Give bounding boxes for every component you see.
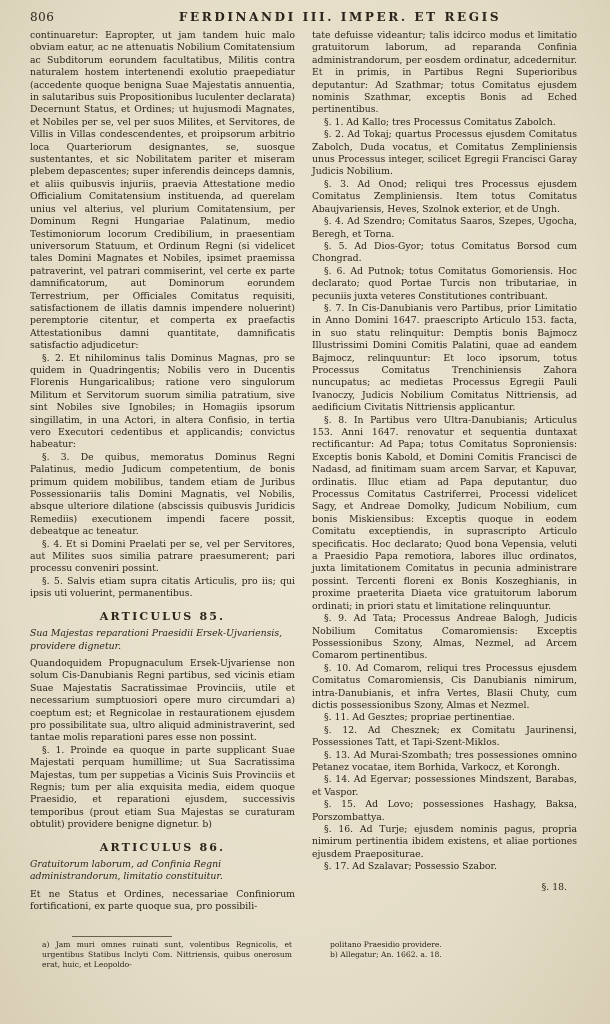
paragraph: §. 13. Ad Murai-Szombath; tres possessiones omnino Petanez vocatae, item Borhida, Varkocz, et Korongh. [312, 749, 577, 773]
article-85-heading: ARTICULUS 85. [99, 609, 226, 623]
paragraph: §. 16. Ad Turje; ejusdem nominis pagus, propria nimirum pertinentia ibidem existens, et aliae portiones ejusdem Praepositurae. [312, 824, 577, 860]
paragraph: §. 5. Salvis etiam supra citatis Articulis, pro iis; qui ipsis uti voluerint, permanentibus. [30, 575, 295, 600]
footnote-a: a) Jam muri omnes ruinati sunt, volentibus Regnicolis, et urgentibus Statibus Inclyti Com. Nittriensis, quibus onerosum erat, huic, et Leopoldo- [42, 940, 292, 969]
paragraph: §. 4. Et si Domini Praelati per se, vel per Servitores, aut Milites suos similia patrare praesumerent; pari processu conveniri possint. [30, 538, 295, 575]
paragraph: §. 2. Ad Tokaj; quartus Processus ejusdem Comitatus Zabolch, Duda vocatus, et Comitatus Zempliniensis unus Processus integer, scilicet Egregii Francisci Garay Judicis Nobilium. [312, 129, 577, 178]
right-column [312, 30, 577, 894]
article-86-summary: Gratuitorum laborum, ad Confinia Regni administrandorum, limitatio constituitur. [30, 859, 223, 883]
paragraph: §. 5. Ad Dios-Gyor; totus Comitatus Borsod cum Chongrad. [312, 240, 577, 265]
paragraph: Et ne Status et Ordines, necessariae Confiniorum fortificationi, ex parte quoque sua, pro possibili- [30, 888, 295, 913]
paragraph: tate defuisse videantur; talis idcirco modus et limitatio gratuitorum laborum, ad reparanda Confinia administrandorum, per eosdem ordinatur, adcedernitur. Et in primis, in Partibus Regni Superioribus deputantur: Ad Szathmar; totus Comitatus ejusdem nominis Szathmar, exceptis Bonis ad Eched pertinentibus. [312, 30, 577, 116]
footnotes-right [330, 940, 560, 960]
paragraph: §. 3. Ad Onod; reliqui tres Processus ejusdem Comitatus Zempliniensis. Item totus Comitatus Abaujvariensis, Heves, Szolnok exterior, et de Ungh. [312, 178, 577, 215]
article-86-heading: ARTICULUS 86. [99, 840, 226, 854]
footnote-divider [72, 936, 172, 937]
left-column [30, 30, 295, 914]
paragraph: Quandoquidem Propugnaculum Ersek-Ujvariense non solum Cis-Danubianis Regni partibus, sed vicinis etiam Suae Majestatis Sacratissimae Provinciis, utile et necessarium sumptuosiori opere muro circumdari a) coeptum est; et Regnicolae in restaurationem ejusdem pro possibilitate sua, ultro aliquid administraverint, sed tantae molis reparationi pares esse non possint. [30, 657, 295, 744]
paragraph: §. 12. Ad Chesznek; ex Comitatu Jaurinensi, Possessiones Tatt, et Tapi-Szent-Miklos. [312, 724, 577, 749]
catchword: §. 18. [541, 881, 567, 893]
paragraph: §. 17. Ad Szalavar; Possessio Szabor. [324, 861, 497, 873]
footnotes-left [42, 940, 292, 970]
paragraph: §. 10. Ad Comarom, reliqui tres Processus ejusdem Comitatus Comaromiensis, Cis Danubianis nimirum, intra-Danubianis, et infra Vertes, Blasii Chuty, cum dictis possessionibus Szony, Almas et Nezmel. [312, 662, 577, 711]
article-85-summary: Sua Majestas reparationi Praesidii Ersek-Ujvariensis, providere dignetur. [30, 628, 283, 652]
paragraph: §. 1. Ad Kallo; tres Processus Comitatus Zabolch. [324, 116, 556, 128]
paragraph: §. 15. Ad Lovo; possessiones Hashagy, Baksa, Porszombattya. [312, 799, 577, 823]
paragraph: §. 14. Ad Egervar; possessiones Mindszent, Barabas, et Vaspor. [312, 774, 577, 798]
running-title: FERDINANDI III. IMPER. ET REGIS [178, 10, 502, 24]
page-number: 806 [30, 10, 55, 24]
paragraph: §. 6. Ad Putnok; totus Comitatus Gomoriensis. Hoc declarato; quod Portae Turcis non tributariae, in pecuniis juxta veteres Constitutiones contribuant. [312, 265, 577, 302]
paragraph: §. 8. In Partibus vero Ultra-Danubianis; Articulus 153. Anni 1647. renovatur et sequentia duntaxat rectificantur: Ad Papa; totus Comitatus Soproniensis: Exceptis bonis Kabold, et Domini Comitis Francisci de Nadasd, ad finitimam suam arcem Sarvar, et Kapuvar, ordinatis. Illuc etiam ad Papa deputantur, duo Processus Comitatus Castriferrei, Processi videlicet Sagy, et Andreae Domolky, Judicum Nobilium, cum bonis Miskiensibus: Exceptis quoque in eodem Comitatu exceptiendis, in suprascripto Articulo specificatis. Hoc declarato; Quod bona Vepensia, veluti a Praesidio Papa remotiora, labores illuc ordinatos, juxta limitationem Comitatus in pecunia administrare possint. Tercenti floreni ex Bonis Koszeghianis, in proxime praeterita Diaeta vice gratuitorum laborum ordinati; in priori statu et limitatione relinquuntur. [312, 414, 577, 612]
page-header [30, 10, 580, 26]
paragraph: §. 11. Ad Gesztes; propriae pertinentiae. [324, 712, 515, 724]
footnote-a-continued: politano Praesidio providere. [330, 940, 442, 949]
paragraph: §. 3. De quibus, memoratus Dominus Regni Palatinus, medio Judicum competentium, de bonis primum quidem mobilibus, tandem etiam de Juribus Possessionariis talis Domini Magnatis, vel Nobilis, absque ulteriore dilatione (abscissis quibusvis Juridicis Remediis) executionem impendi facere possit, debeatque ac teneatur. [30, 451, 295, 538]
paragraph: §. 9. Ad Tata; Processus Andreae Balogh, Judicis Nobilium Comitatus Comaromiensis: Exceptis Possessionibus Szony, Almas, Nezmel, ad Arcem Comarom pertinentibus. [312, 613, 577, 662]
paragraph: §. 1. Proinde ea quoque in parte supplicant Suae Majestati perquam humillime; ut Sua Sacratissima Majestas, tum per suppetias a Vicinis Suis Provinciis et Regnis; tum per alia exquisita media, eidem quoque Praesidio, et reparationi ejusdem, successivis temporibus (prout etiam Sua Majestas se curaturam obtulit) providere benigne dignetur. b) [30, 744, 295, 831]
paragraph: §. 7. In Cis-Danubianis vero Partibus, prior Limitatio in Anno Domini 1647. praescripto Articulo 153. facta, in suo statu relinquitur: Demptis bonis Bajmocz Illustrissimi Domini Comitis Palatini, quae ad eandem Bajmocz, relinquuntur: Et loco ipsorum, totus Processus Comitatus Trenchiniensis Zahora nuncupatus; ac medietas Processus Egregii Pauli Ivanoczy, Judicis Nobilium Comitatus Nittriensis, ad aedificium Civitatis Nittriensis applicantur. [312, 302, 577, 414]
paragraph: §. 4. Ad Szendro; Comitatus Saaros, Szepes, Ugocha, Beregh, et Torna. [312, 216, 577, 240]
footnote-b: b) Allegatur; An. 1662. a. 18. [330, 950, 442, 959]
paragraph: §. 2. Et nihilominus talis Dominus Magnas, pro se quidem in Quadringentis; Nobilis vero in Ducentis Florenis Hungaricalibus; ratione vero singulorum Militum et Servitorum suorum similia patratium, sive sint Nobiles sive Ignobiles; in Homagiis ipsorum singillatim, in una Actori, in altera Confisio, in tertia vero Executori cedentibus et applicandis; convictus habeatur: [30, 352, 295, 451]
paragraph: continuaretur: Eapropter, ut jam tandem huic malo obviam eatur, ac ne attenuatis Nobilium Comitatensium ac Subditorum eorundem facultatibus, Militis contra naturalem hostem intertenendi exolutio praepediatur (accedente quoque benigna Suae Majestatis annuentia, in salutaribus suis Propositionibus luculenter declarata) Decernunt Status, et Ordines; ut hujusmodi Magnates, et Nobiles per se, vel per suos Milites, et Servitores, de Villis in Villas condescendentes, et proipsorum arbitrio loca Quarteriorum designantes, se, suosque sustentantes, et sic Nobilitatem pariter et miseram plebem depascentes; super inferendis deinceps damnis, et aliis quibusvis injuriis, praevia Attestatione medio Officialium Comitatensium instituenda, ad querelam unius vel alterius, vel plurium Comitatensium, per Dominum Regni Hungariae Palatinum, medio Testimoniorum locorum Credibilium, in praesentiam universorum Statuum, et Ordinum Regni (si videlicet tales Domini Magnates et Nobiles, ipsimet praemissa patraverint, vel patrari commiserint, vel certe ex parte damnificatorum, aut Dominorum eorundem Terrestrium, per Officiales Comitatus requisiti, satisfactionem de illatis damnis impendere noluerint) peremptorie citentur, et comperta ex praefactis Attestationibus damni quantitate, damnificatis satisfactio adjudicetur: [30, 30, 295, 352]
